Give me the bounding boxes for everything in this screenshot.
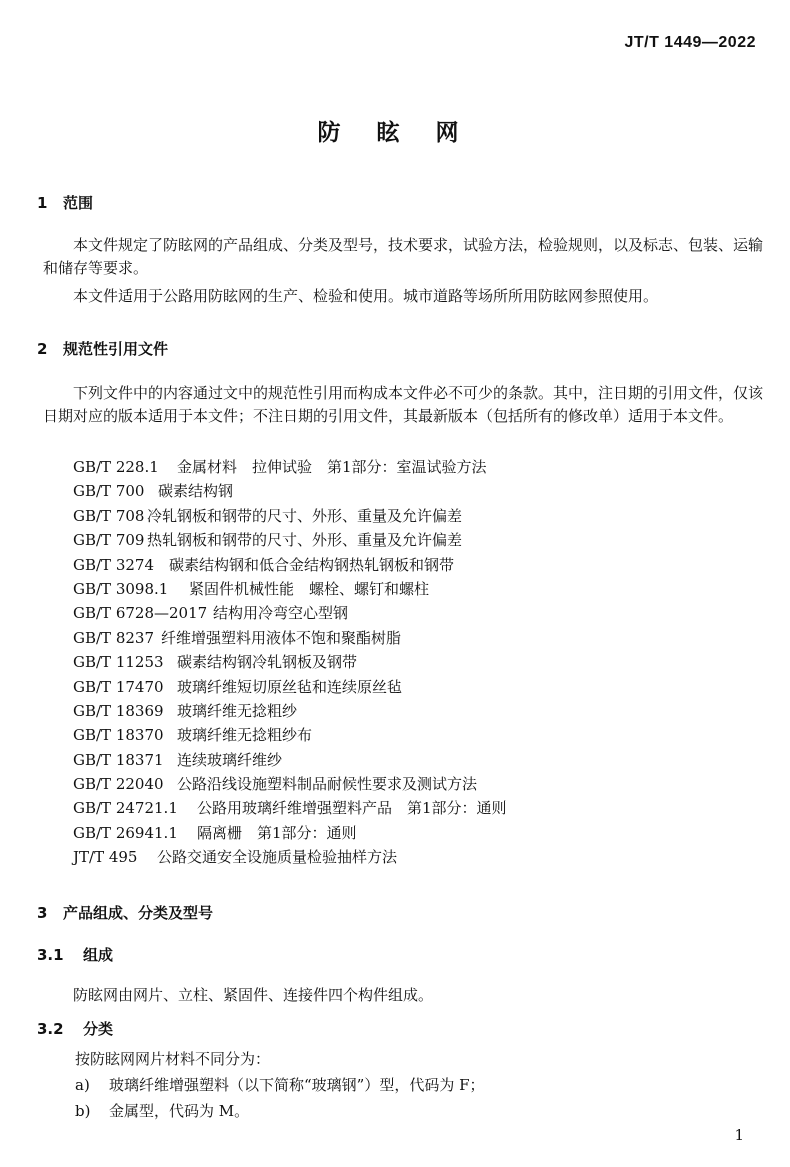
reference-item — [73, 821, 507, 845]
reference-code: GB/T 22040 — [73, 775, 164, 794]
page-number: 1 — [734, 1126, 744, 1144]
reference-code: GB/T 26941.1 — [73, 823, 178, 842]
paragraph: 本文件适用于公路用防眩网的生产、检验和使用。城市道路等场所所用防眩网参照使用。 — [73, 287, 659, 305]
reference-item — [73, 455, 507, 479]
section-title: 范围 — [63, 194, 94, 212]
reference-name: 玻璃纤维无捻粗纱 — [177, 701, 298, 720]
reference-name: 碳素结构钢冷轧钢板及钢带 — [177, 653, 358, 672]
reference-item — [73, 626, 507, 650]
reference-name: 玻璃纤维短切原丝毡和连续原丝毡 — [177, 677, 403, 696]
reference-item — [73, 748, 507, 772]
reference-name: 隔离栅 第1部分：通则 — [197, 823, 357, 842]
section-number: 3 — [37, 904, 48, 922]
reference-code: GB/T 18370 — [73, 726, 164, 745]
subsection-3-1-heading — [37, 944, 113, 965]
section-title: 规范性引用文件 — [63, 340, 169, 358]
reference-name: 结构用冷弯空心型钢 — [213, 604, 349, 623]
reference-name: 连续玻璃纤维纱 — [177, 750, 283, 769]
reference-item — [73, 845, 507, 869]
reference-item — [73, 723, 507, 747]
reference-name: 冷轧钢板和钢带的尺寸、外形、重量及允许偏差 — [147, 506, 463, 525]
reference-list — [73, 455, 507, 870]
reference-name: 碳素结构钢和低合金结构钢热轧钢板和钢带 — [169, 555, 455, 574]
reference-name: 公路沿线设施塑料制品耐候性要求及测试方法 — [177, 775, 478, 794]
reference-name: 公路交通安全设施质量检验抽样方法 — [157, 848, 398, 867]
reference-code: JT/T 495 — [73, 848, 138, 867]
reference-item — [73, 479, 507, 503]
list-marker: a) — [75, 1076, 90, 1094]
reference-item — [73, 699, 507, 723]
subsection-number: 3.1 — [37, 946, 64, 964]
reference-name: 紧固件机械性能 螺栓、螺钉和螺柱 — [189, 579, 430, 598]
reference-code: GB/T 3098.1 — [73, 579, 169, 598]
document-title: 防 眩 网 — [317, 120, 473, 146]
reference-code: GB/T 228.1 — [73, 458, 159, 476]
reference-code: GB/T 708 — [73, 506, 145, 525]
list-text: 金属型，代码为 M。 — [109, 1102, 250, 1120]
reference-item — [73, 504, 507, 528]
paragraph: 下列文件中的内容通过文中的规范性引用而构成本文件必不可少的条款。其中，注日期的引用文件，仅该日期对应的版本适用于本文件；不注日期的引用文件，其最新版本（包括所有的修改单）适用于本文件。 — [43, 384, 764, 425]
reference-code: GB/T 24721.1 — [73, 799, 178, 818]
subsection-number: 3.2 — [37, 1020, 64, 1038]
section-1-heading — [37, 192, 93, 213]
reference-code: GB/T 8237 — [73, 628, 155, 647]
reference-name: 公路用玻璃纤维增强塑料产品 第1部分：通则 — [197, 799, 507, 818]
reference-name: 纤维增强塑料用液体不饱和聚酯树脂 — [161, 628, 402, 647]
paragraph: 防眩网由网片、立柱、紧固件、连接件四个构件组成。 — [73, 986, 434, 1004]
reference-item — [73, 675, 507, 699]
list-text: 玻璃纤维增强塑料（以下简称“玻璃钢”）型，代码为 F； — [109, 1076, 485, 1094]
reference-item — [73, 772, 507, 796]
subsection-title: 分类 — [83, 1020, 114, 1038]
reference-item — [73, 601, 507, 625]
paragraph: 按防眩网网片材料不同分为： — [75, 1050, 271, 1068]
reference-item — [73, 528, 507, 552]
reference-code: GB/T 11253 — [73, 653, 164, 672]
section-number: 2 — [37, 340, 48, 358]
reference-name: 碳素结构钢 — [158, 482, 234, 501]
paragraph: 本文件规定了防眩网的产品组成、分类及型号，技术要求，试验方法，检验规则，以及标志、包装、运输和储存等要求。 — [43, 236, 764, 277]
reference-code: GB/T 6728—2017 — [73, 604, 208, 623]
reference-item — [73, 650, 507, 674]
section-title: 产品组成、分类及型号 — [63, 904, 214, 922]
section-number: 1 — [37, 194, 48, 212]
reference-code: GB/T 700 — [73, 482, 145, 501]
reference-item — [73, 796, 507, 820]
reference-code: GB/T 18369 — [73, 701, 164, 720]
reference-code: GB/T 18371 — [73, 750, 164, 769]
reference-code: GB/T 3274 — [73, 555, 155, 574]
subsection-title: 组成 — [83, 946, 114, 964]
reference-item — [73, 577, 507, 601]
list-marker: b) — [75, 1102, 91, 1120]
list-item — [75, 1074, 485, 1097]
standard-code: JT/T 1449—2022 — [624, 34, 756, 51]
subsection-3-2-heading — [37, 1018, 113, 1039]
section-3-heading — [37, 902, 213, 923]
reference-item — [73, 553, 507, 577]
reference-name: 玻璃纤维无捻粗纱布 — [177, 726, 313, 745]
reference-name: 金属材料 拉伸试验 第1部分：室温试验方法 — [177, 458, 487, 476]
reference-code: GB/T 709 — [73, 531, 145, 550]
list-item — [75, 1100, 249, 1123]
reference-code: GB/T 17470 — [73, 677, 164, 696]
section-2-heading — [37, 338, 168, 359]
reference-name: 热轧钢板和钢带的尺寸、外形、重量及允许偏差 — [147, 531, 463, 550]
